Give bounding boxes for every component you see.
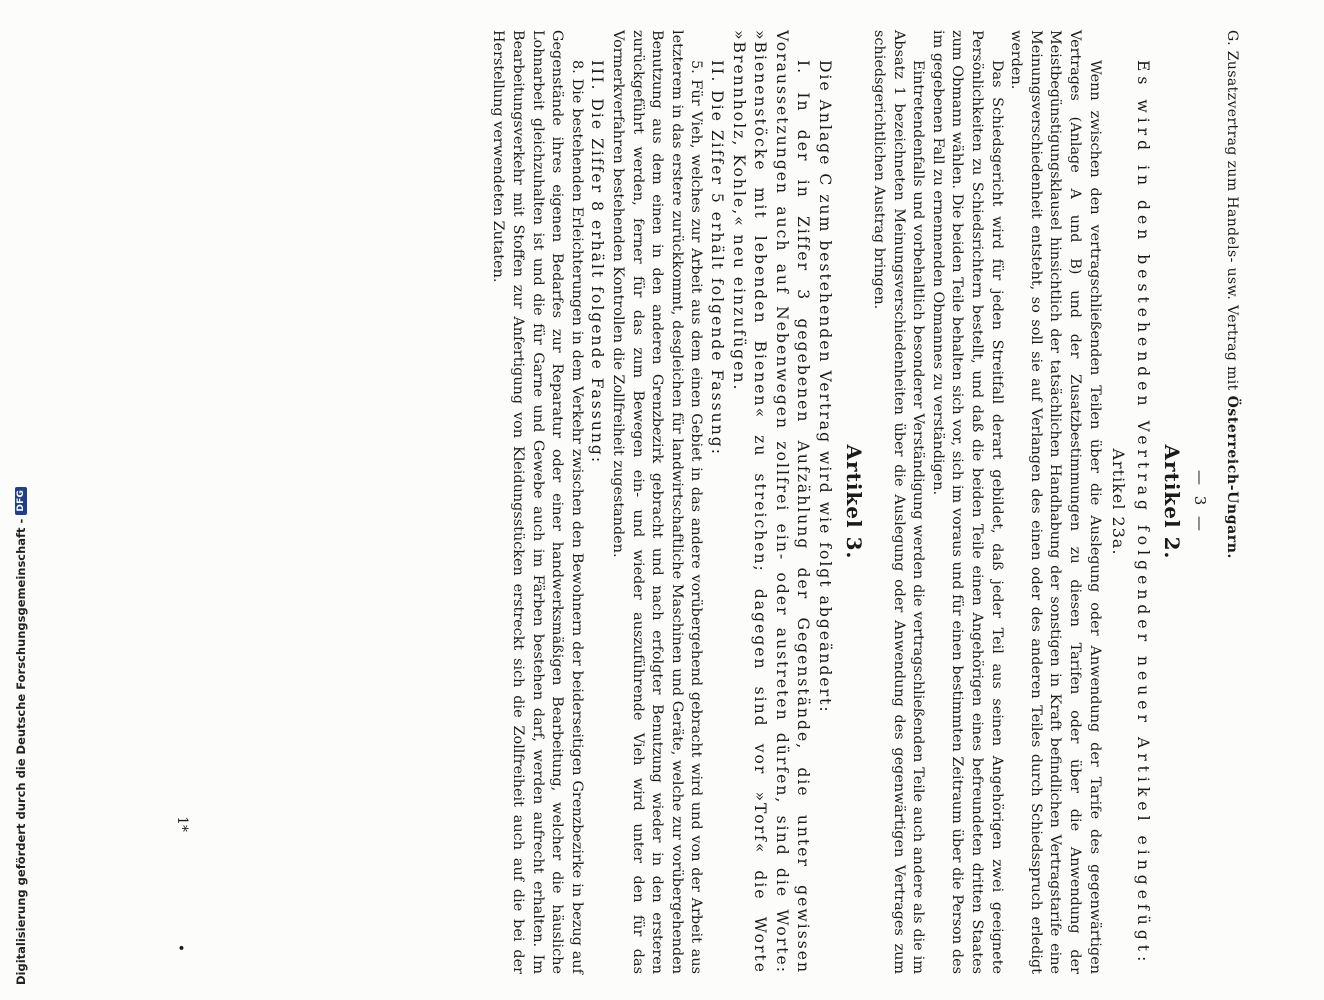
dfg-logo-icon: DFG — [15, 487, 27, 515]
running-head-prefix: G. Zusatzvertrag zum Handels- usw. Vertrag mit — [1224, 30, 1240, 391]
article-3-section-3-text: 8. Die bestehenden Erleichterungen in dem Verkehr zwischen den Bewohnern der beiderseitigen Grenzbezirke in bezug auf Gegenstände ihres eigenen Bedarfes zur Reparatur oder einer handwerksmäßigen Bearbeitung, welcher die häusliche Lohnarbeit gleichzuhalten ist und die für Garne und Gewebe auch im Färben bestehen darf, werden aufrecht erhalten. Im Bearbeitungsverkehr mit Stoffen zur Anfertigung von Kleidungsstücken erstreckt sich die Zollfreiheit auch auf die bei der Herstellung verwendeten Zutaten. — [490, 30, 585, 974]
running-head — [1218, 30, 1242, 974]
digitization-credit — [14, 25, 28, 985]
article-3-section-2-text: 5. Für Vieh, welches zur Arbeit aus dem einen Gebiet in das andere vorübergehend gebracht wird und von der Arbeit aus letzterem in das erstere zurückkommt, desgleichen für landwirtschaftliche Maschinen und Geräte, welche zur vorübergehenden Benutzung aus dem einen in den anderen Grenzbezirk gebracht und nach erfolgter Benutzung wieder in den ersteren zurückgeführt werden, ferner für das zum Bewegen ein- und wieder auszuführende Vieh wird unter den für das Vormerkverfahren bestehenden Kontrollen die Zollfreiheit zugestanden. — [609, 30, 705, 974]
article-2-intro: Es wird in den bestehenden Vertrag folgender neuer Artikel eingefügt: — [1133, 60, 1152, 967]
article-3-section-2-heading: II. Die Ziffer 5 erhält folgende Fassung: — [707, 60, 726, 456]
signature-mark: 1* — [173, 816, 190, 832]
article-3-section-1: I. In der in Ziffer 3 gegebenen Aufzählung der Gegenstände, die unter gewissen Voraussetzungen auch auf Nebenwegen zollfrei ein- oder austreten dürfen, sind die Worte: »Bienenstöcke mit lebenden Bienen« zu streichen; dagegen sind vor »Torf« die Worte »Brennholz, Kohle,« neu einzufügen. — [729, 30, 813, 974]
article-23a-paragraph-3: Eintretendenfalls und vorbehaltlich besonderer Verständigung werden die vertragschließenden Teile auch andere als die im Absatz 1 bezeichneten Meinungsverschiedenheiten über die Auslegung oder Anwendung des gegenwärtigen Vertrages zum schiedsgerichtlichen Austrag bringen. — [871, 30, 927, 974]
article-3-intro: Die Anlage C zum bestehenden Vertrag wird wie folgt abgeändert: — [815, 60, 834, 714]
article-23a-paragraph-1: Wenn zwischen den vertragschließenden Teilen über die Auslegung oder Anwendung der Tarife des gegenwärtigen Vertrages (Anlage A und B) und der Zusatzbestimmungen zu diesen Tarifen oder über die Anwendung der Meistbegünstigungsklausel hinsichtlich der tatsächlichen Handhabung der sonstigen in Kraft befindlichen Vertragstarife eine Meinungsverschiedenheit entsteht, so soll sie auf Verlangen des einen oder des anderen Teiles durch Schiedsspruch erledigt werden. — [1008, 30, 1103, 974]
credit-text: Digitalisierung gefördert durch die Deutsche Forschungsgemeinschaft - — [14, 518, 28, 985]
article-23a-heading: Artikel 23a. — [1109, 448, 1129, 556]
document-page — [112, 22, 1242, 982]
article-3-section-3-heading: III. Die Ziffer 8 erhält folgende Fassung: — [588, 60, 607, 465]
article-23a-paragraph-2: Das Schiedsgericht wird für jeden Streitfall derart gebildet, daß jeder Teil aus seinen Angehörigen zwei geeignete Persönlichkeiten zu Schiedsrichtern bestellt, und daß die beiden Teile einen Angehörigen eines befreundeten dritten Staates zum Obmann wählen. Die beiden Teile behalten sich vor, sich im voraus und für einen bestimmten Zeitraum über die Person des im gegebenen Fall zu ernennenden Obmannes zu verständigen. — [929, 30, 1005, 974]
page-dot: • — [171, 943, 188, 952]
article-3-heading: Artikel 3. — [842, 444, 867, 560]
page-number: — 3 — — [1191, 469, 1209, 535]
running-head-country: Österreich-Ungarn. — [1224, 395, 1240, 559]
article-2-heading: Artikel 2. — [1160, 444, 1185, 560]
